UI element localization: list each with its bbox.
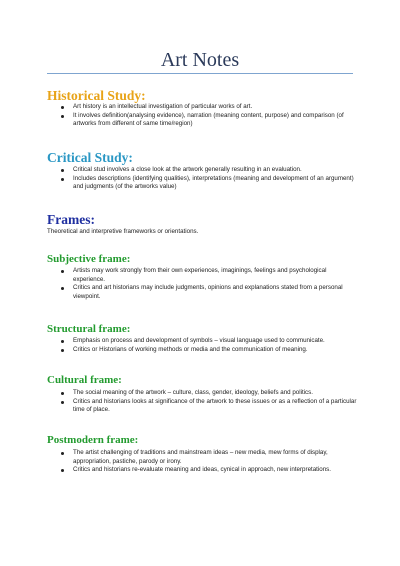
title-underline: [47, 73, 353, 74]
historical-study-list: [60, 103, 360, 129]
list-item: Artists may work strongly from their own experiences, imaginings, feelings and psychological experience.: [60, 267, 360, 284]
list-item: The artist challenging of traditions and mainstream ideas – new media, mew forms of display, appropriation, pastiche, parody or irony.: [60, 449, 360, 466]
subjective-frame-list: [60, 267, 360, 301]
subjective-frame-heading: Subjective frame:: [47, 253, 131, 265]
list-item: The social meaning of the artwork – culture, class, gender, ideology, beliefs and politics.: [60, 389, 360, 398]
list-item: Art history is an intellectual investigation of particular works of art.: [60, 103, 360, 112]
cultural-frame-heading: Cultural frame:: [47, 374, 122, 386]
historical-study-heading: Historical Study:: [47, 88, 146, 103]
structural-frame-list: [60, 337, 360, 354]
critical-study-list: [60, 166, 360, 192]
list-item: Critical stud involves a close look at the artwork generally resulting in an evaluation.: [60, 166, 360, 175]
cultural-frame-list: [60, 389, 360, 415]
postmodern-frame-heading: Postmodern frame:: [47, 434, 139, 446]
list-item: Critics and art historians may include judgments, opinions and explanations stated from a personal viewpoint.: [60, 284, 360, 301]
frames-description: Theoretical and interpretive frameworks or orientations.: [47, 228, 199, 235]
list-item: Critics or Historians of working methods or media and the communication of meaning.: [60, 346, 360, 355]
list-item: Includes descriptions (identifying qualities), interpretations (meaning and development of an argument) and judgments (of the artworks value): [60, 175, 360, 192]
list-item: Critics and historians re-evaluate meaning and ideas, cynical in approach, new interpretations.: [60, 466, 360, 475]
list-item: Critics and historians looks at significance of the artwork to these issues or as a reflection of a particular time of place.: [60, 398, 360, 415]
page-title: Art Notes: [160, 49, 240, 71]
structural-frame-heading: Structural frame:: [47, 323, 131, 335]
frames-heading: Frames:: [47, 212, 95, 227]
list-item: Emphasis on process and development of symbols – visual language used to communicate.: [60, 337, 360, 346]
postmodern-frame-list: [60, 449, 360, 475]
list-item: It involves definition(analysing evidence), narration (meaning content, purpose) and comparison (of artworks from different of same time/region): [60, 112, 360, 129]
critical-study-heading: Critical Study:: [47, 150, 133, 165]
